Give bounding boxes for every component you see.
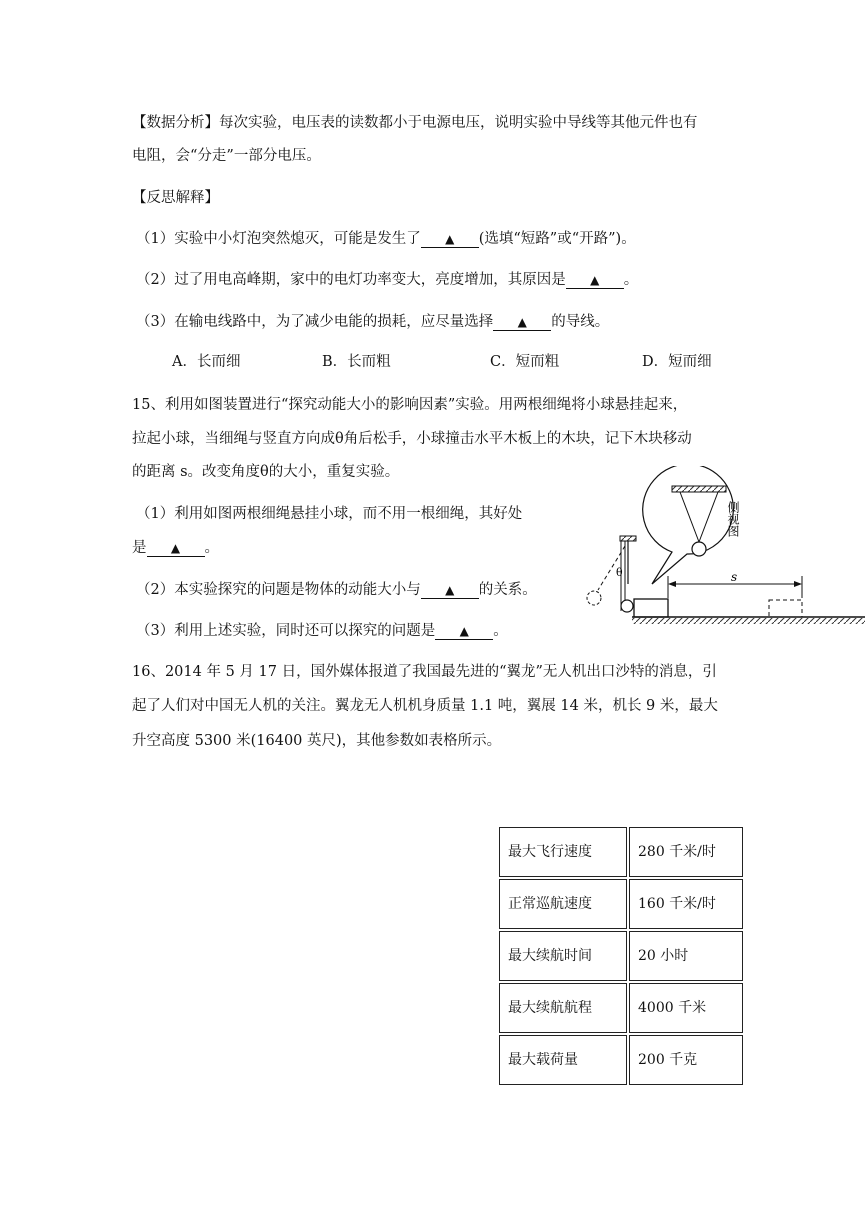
answer-blank[interactable]: ▲ [566, 272, 624, 289]
answer-blank[interactable]: ▲ [435, 623, 493, 640]
q3-options [172, 352, 732, 374]
p2-end: 的关系。 [478, 582, 537, 598]
table-row [499, 983, 743, 1033]
side-view-label: 侧视图 [726, 501, 740, 537]
spec-name: 最大续航时间 [499, 931, 627, 981]
spec-name: 最大载荷量 [499, 1035, 627, 1085]
hanging-ball [621, 600, 633, 612]
q15-line-3: 的距离 s。改变角度θ的大小，重复实验。 [132, 464, 400, 480]
q15-p1-line-2 [132, 538, 219, 558]
q1-hint: (选填“短路”或“开路”)。 [478, 231, 636, 247]
q15-p2 [136, 580, 537, 600]
q16-line-1: 16、2014 年 5 月 17 日，国外媒体报道了我国最先进的“翼龙”无人机出口沙特的消息，引 [132, 664, 717, 680]
spec-name: 最大飞行速度 [499, 827, 627, 877]
option-d[interactable]: D．短而细 [642, 354, 712, 370]
p3-end: 。 [493, 623, 508, 639]
reflection-q1 [136, 229, 636, 249]
pendulum-apparatus-figure [576, 466, 865, 636]
board-hatch [632, 618, 865, 624]
side-view-bubble [643, 466, 734, 584]
q15-p1-line-1: （1）利用如图两根细绳悬挂小球，而不用一根细绳，其好处 [136, 506, 523, 522]
spec-name: 正常巡航速度 [499, 879, 627, 929]
q16-line-2: 起了人们对中国无人机的关注。翼龙无人机机身质量 1.1 吨，翼展 14 米，机长 9 米，最大 [132, 698, 718, 714]
wooden-block [634, 599, 668, 617]
p1-end: 。 [204, 540, 219, 556]
theta-label: θ [616, 566, 623, 579]
q3-text: （3）在输电线路中，为了减少电能的损耗，应尽量选择 [136, 314, 494, 330]
q16-line-3: 升空高度 5300 米(16400 英尺)，其他参数如表格所示。 [132, 733, 502, 749]
answer-blank[interactable]: ▲ [147, 540, 205, 557]
table-row [499, 931, 743, 981]
stand-top [620, 536, 636, 541]
reflection-heading: 【反思解释】 [132, 190, 219, 206]
distance-label: s [731, 570, 738, 584]
q2-text: （2）过了用电高峰期，家中的电灯功率变大，亮度增加，其原因是 [136, 272, 566, 288]
q2-end: 。 [623, 272, 639, 288]
table-row [499, 827, 743, 877]
option-b[interactable]: B．长而粗 [322, 354, 391, 370]
analysis-line-2: 电阻，会“分走”一部分电压。 [132, 148, 321, 164]
option-c[interactable]: C．短而粗 [490, 354, 560, 370]
drone-spec-table [497, 825, 745, 1087]
table-row [499, 1035, 743, 1085]
reflection-q3 [136, 312, 609, 332]
answer-blank[interactable]: ▲ [421, 231, 479, 248]
spec-value: 4000 千米 [629, 983, 743, 1033]
spec-value: 280 千米/时 [629, 827, 743, 877]
p2-text: （2）本实验探究的问题是物体的动能大小与 [136, 582, 421, 598]
answer-blank[interactable]: ▲ [421, 582, 479, 599]
p1-text: 是 [132, 540, 147, 556]
raised-ball [587, 591, 601, 605]
spec-value: 200 千克 [629, 1035, 743, 1085]
analysis-line-1: 【数据分析】每次实验，电压表的读数都小于电源电压，说明实验中导线等其他元件也有 [132, 115, 698, 131]
side-view-ceiling [672, 486, 726, 492]
q15-line-1: 15、利用如图装置进行“探究动能大小的影响因素”实验。用两根细绳将小球悬挂起来， [132, 397, 688, 413]
spec-value: 20 小时 [629, 931, 743, 981]
q15-line-2: 拉起小球，当细绳与竖直方向成θ角后松手，小球撞击水平木板上的木块，记下木块移动 [132, 431, 692, 447]
moved-block [769, 600, 802, 617]
side-view-ball [692, 542, 706, 556]
answer-blank[interactable]: ▲ [493, 314, 551, 331]
reflection-q2 [136, 270, 638, 290]
p3-text: （3）利用上述实验，同时还可以探究的问题是 [136, 623, 436, 639]
q3-end: 的导线。 [551, 314, 610, 330]
option-a[interactable]: A．长而细 [172, 354, 241, 370]
table-row [499, 879, 743, 929]
q15-p3 [136, 621, 508, 641]
spec-name: 最大续航航程 [499, 983, 627, 1033]
spec-value: 160 千米/时 [629, 879, 743, 929]
q1-text: （1）实验中小灯泡突然熄灭，可能是发生了 [136, 231, 421, 247]
